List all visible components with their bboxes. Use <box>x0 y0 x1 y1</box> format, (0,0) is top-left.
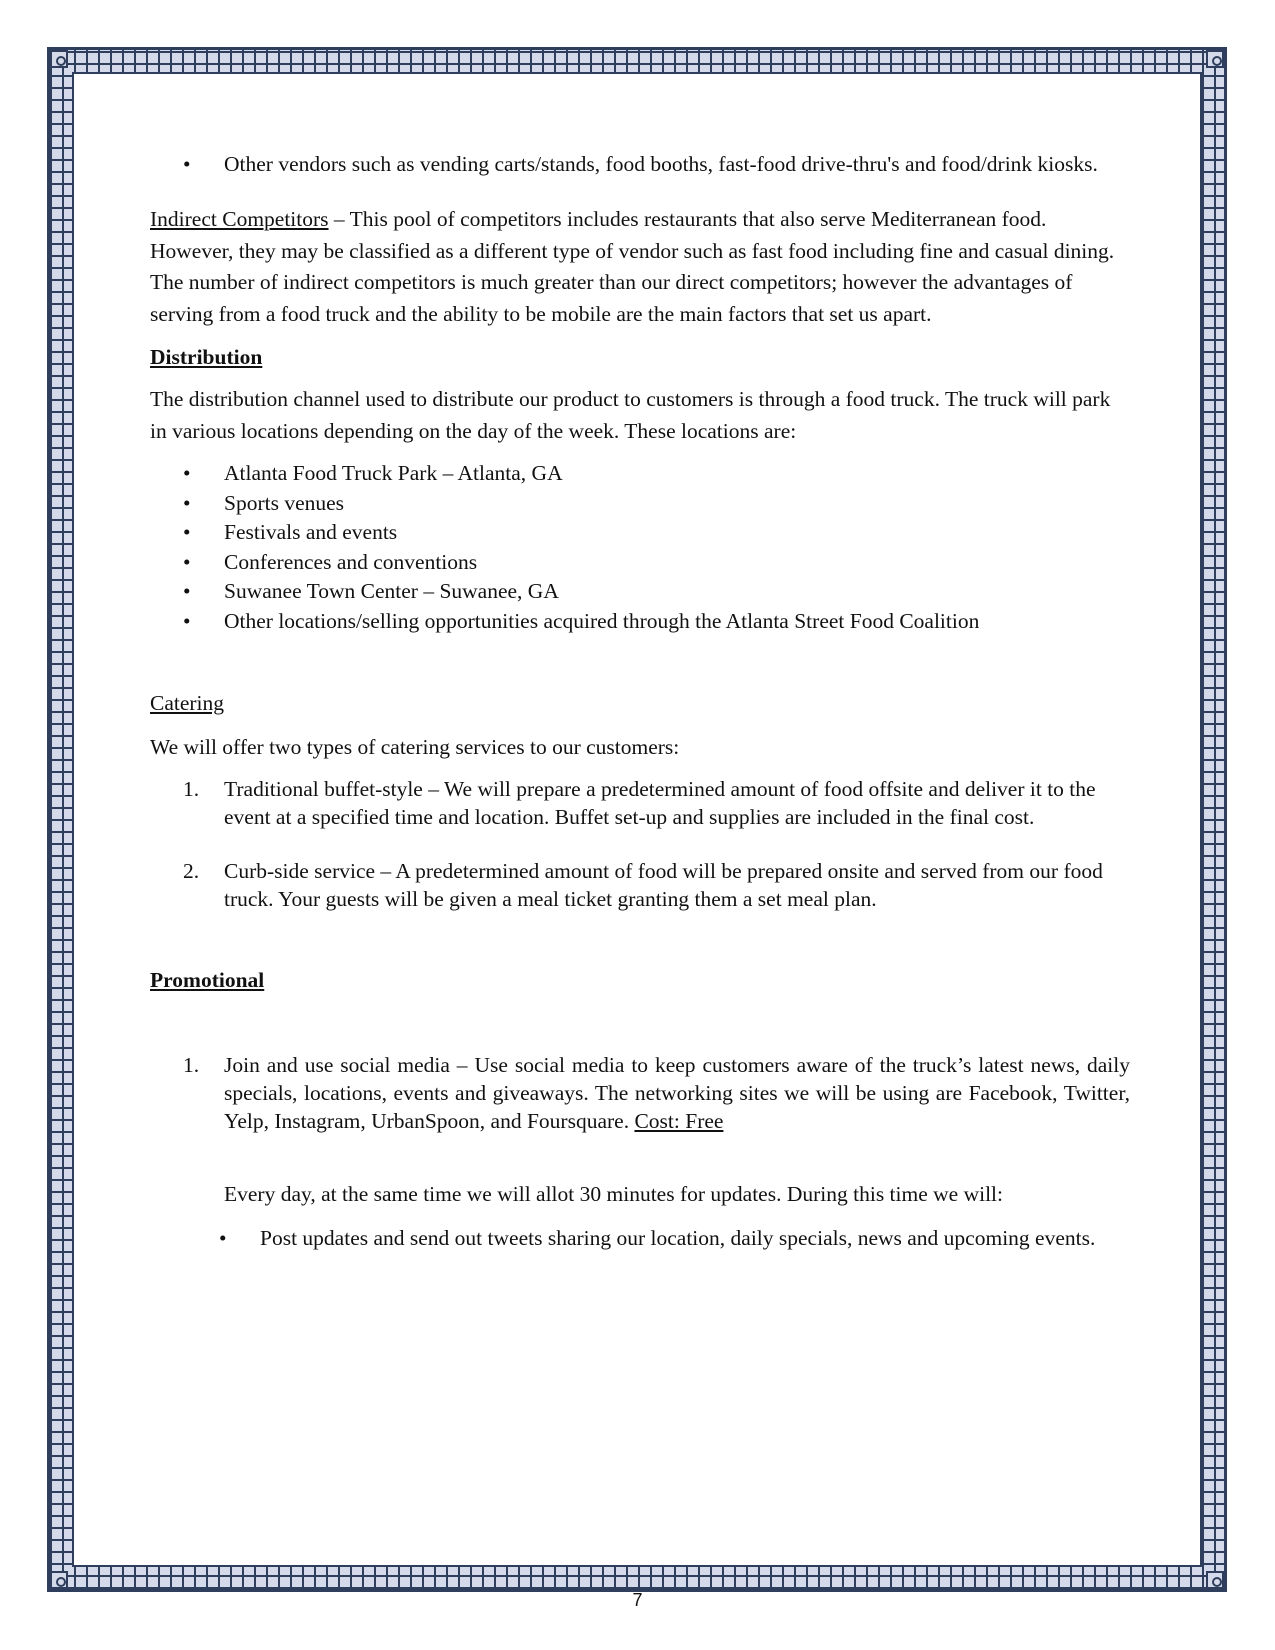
catering-intro: We will offer two types of catering services to our customers: <box>150 735 680 759</box>
list-item <box>150 857 1130 913</box>
updates-list <box>150 1224 1130 1252</box>
list-item: • Other vendors such as vending carts/stands, food booths, fast-food drive-thru's and food/drink kiosks. <box>150 150 1130 178</box>
list-item <box>150 775 1130 831</box>
updates-intro: Every day, at the same time we will allot 30 minutes for updates. During this time we will: <box>224 1182 1004 1206</box>
list-item: • Festivals and events <box>150 518 1130 548</box>
list-item: • Conferences and conventions <box>150 548 1130 578</box>
indirect-competitors-paragraph <box>150 204 1130 330</box>
catering-list <box>150 775 1130 913</box>
cost-label: Cost: Free <box>634 1109 724 1133</box>
page-number: 7 <box>632 1590 643 1610</box>
document-body <box>150 150 1130 1252</box>
list-item: • Post updates and send out tweets sharing our location, daily specials, news and upcoming events. <box>186 1224 1130 1252</box>
border-corner-ornament <box>50 1571 68 1589</box>
list-item-text: Join and use social media – Use social media to keep customers aware of the truck’s latest news, daily specials, locations, events and giveaways. The networking sites we will be using are Facebook, Twitter, Yelp, Instagram, UrbanSpoon, and Foursquare. <box>224 1053 1130 1133</box>
promotional-heading: Promotional <box>150 968 265 992</box>
list-item: • Sports venues <box>150 489 1130 519</box>
border-corner-ornament <box>50 50 68 68</box>
distribution-intro: The distribution channel used to distribute our product to customers is through a food truck. The truck will park in various locations depending on the day of the week. These locations are: <box>150 387 1111 443</box>
list-item-text: Curb-side service – A predetermined amount of food will be prepared onsite and served from our food truck. Your guests will be given a meal ticket granting them a set meal plan. <box>224 859 1103 911</box>
list-item: • Atlanta Food Truck Park – Atlanta, GA <box>150 459 1130 489</box>
border-corner-ornament <box>1206 1571 1224 1589</box>
promotional-list <box>150 1051 1130 1135</box>
list-number: 1. <box>183 1053 200 1077</box>
indirect-competitors-label: Indirect Competitors <box>150 207 329 231</box>
location-list <box>150 459 1130 636</box>
distribution-heading: Distribution <box>150 345 263 369</box>
list-item: • Suwanee Town Center – Suwanee, GA <box>150 577 1130 607</box>
list-item <box>150 1051 1130 1135</box>
list-number: 2. <box>183 859 200 883</box>
list-item-text: Traditional buffet-style – We will prepare a predetermined amount of food offsite and deliver it to the event at a specified time and location. Buffet set-up and supplies are included in the final cost. <box>224 777 1096 829</box>
list-number: 1. <box>183 777 200 801</box>
competitor-list <box>150 150 1130 178</box>
catering-heading: Catering <box>150 691 225 715</box>
indirect-competitors-text: – This pool of competitors includes restaurants that also serve Mediterranean food. However, they may be classified as a different type of vendor such as fast food including fine and casual dining. The number of indirect competitors is much greater than our direct competitors; however the advantages of serving from a food truck and the ability to be mobile are the main factors that set us apart. <box>150 207 1115 326</box>
border-corner-ornament <box>1206 50 1224 68</box>
list-item: • Other locations/selling opportunities acquired through the Atlanta Street Food Coalition <box>150 607 1130 637</box>
